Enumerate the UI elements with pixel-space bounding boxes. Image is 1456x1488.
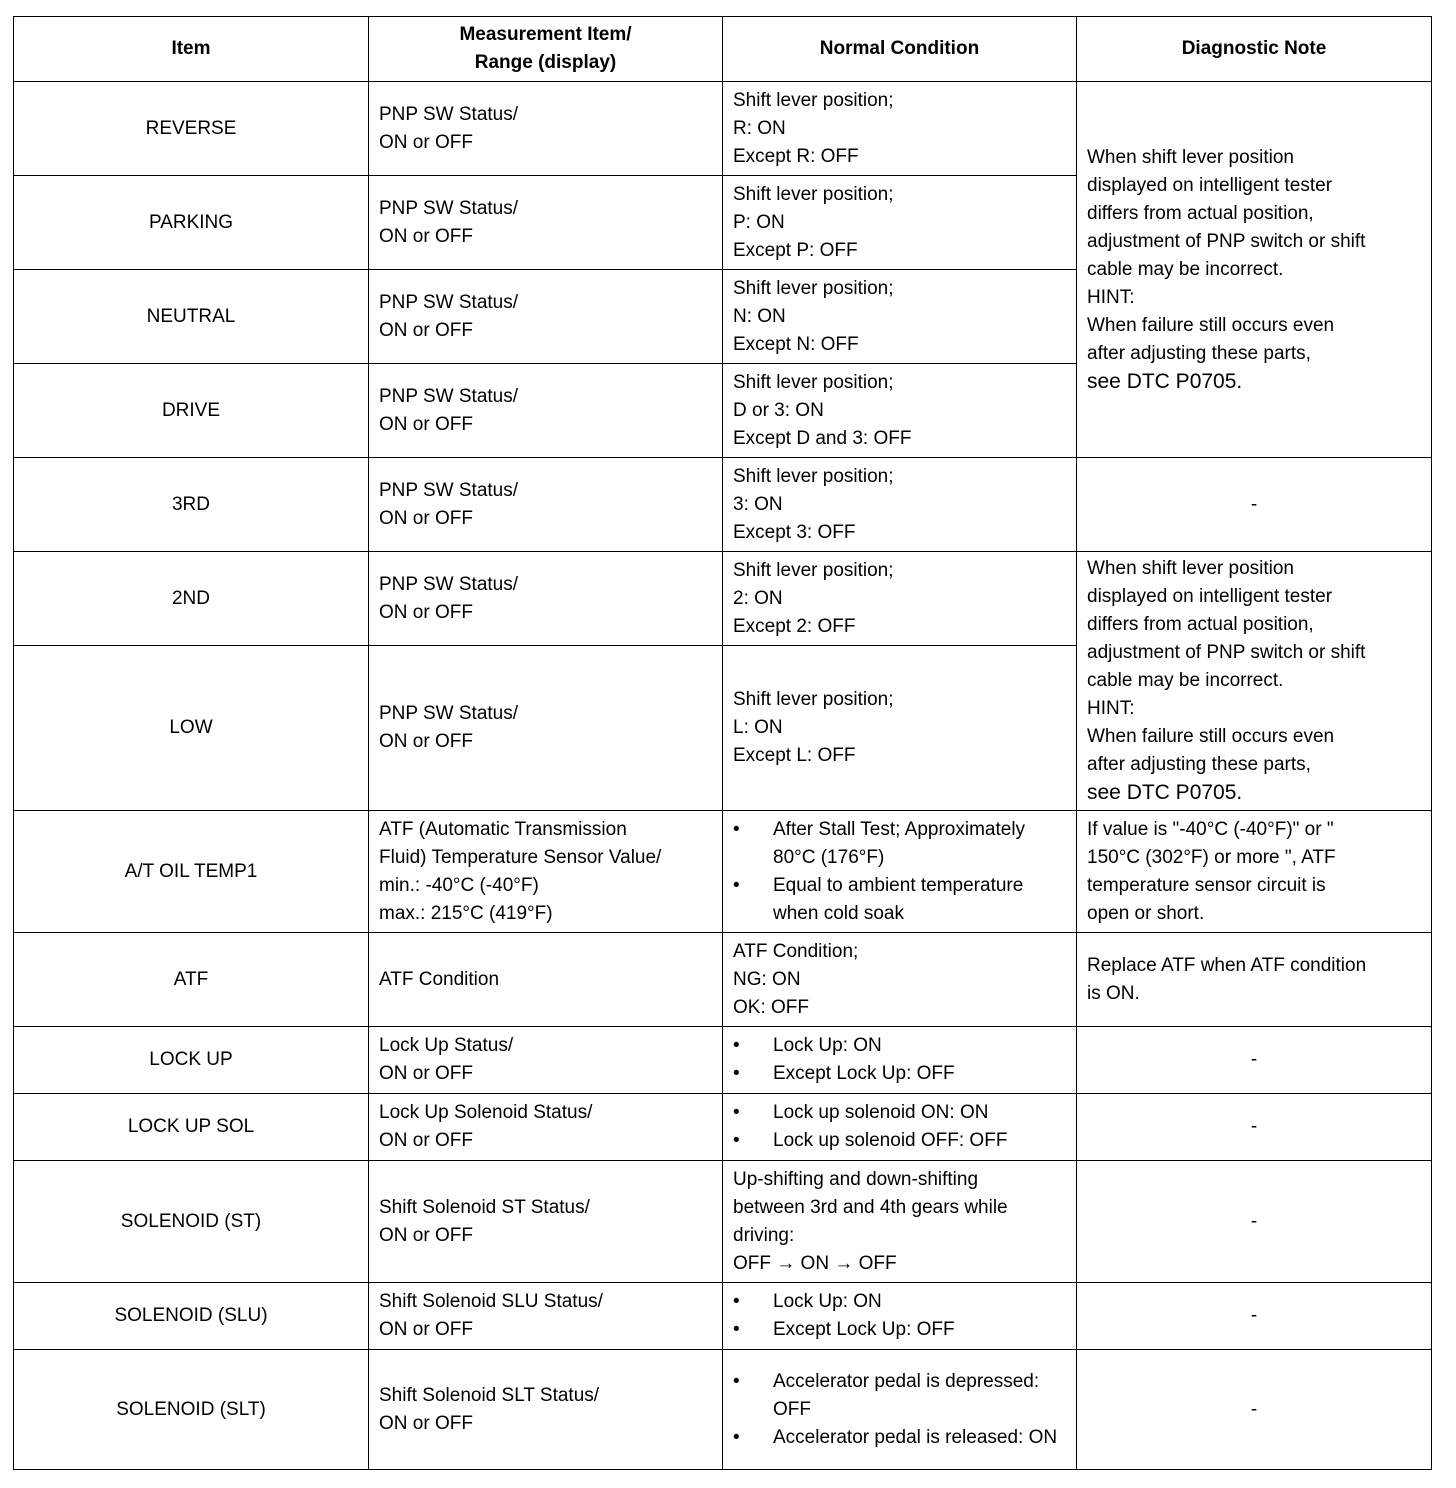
item-cell: PARKING [14,176,369,270]
normal-line: Shift lever position; [733,689,894,710]
diagnostic-note-cell: - [1077,1027,1432,1094]
measurement-line: ON or OFF [379,1130,473,1151]
diagnostic-note-cell: - [1077,1161,1432,1283]
normal-line: 3: ON [733,493,783,515]
item-cell: ATF [14,933,369,1027]
bullet-item [733,1288,1066,1316]
note-line: cable may be incorrect. [1087,258,1284,280]
diagnostic-note-cell: - [1077,458,1432,552]
normal-line: Shift lever position; [733,183,894,205]
note-line: HINT: [1087,698,1135,719]
bullet-item [733,872,1066,928]
normal-line: D or 3: ON [733,399,824,421]
bullet-text: Except Lock Up: OFF [773,1063,955,1084]
normal-line: Shift lever position; [733,89,894,111]
note-line: displayed on intelligent tester [1087,174,1333,196]
measurement-cell [369,1161,723,1283]
measurement-line: ON or OFF [379,319,473,341]
item-cell: REVERSE [14,82,369,176]
item-cell: 3RD [14,458,369,552]
normal-line: Except D and 3: OFF [733,427,912,449]
note-line: When failure still occurs even [1087,314,1335,336]
bullet-item [733,1368,1066,1424]
measurement-line: ON or OFF [379,601,473,623]
header-measurement [369,17,723,82]
diagnostic-note-cell [1077,933,1432,1027]
note-line: Replace ATF when ATF condition [1087,954,1367,976]
measurement-line: Shift Solenoid ST Status/ [379,1196,590,1218]
bullet-icon: • [733,874,740,896]
diagnostic-note-cell: - [1077,1350,1432,1470]
note-line: after adjusting these parts, [1087,342,1311,364]
note-line: differs from actual position, [1087,614,1314,635]
measurement-cell [369,176,723,270]
item-cell: 2ND [14,552,369,646]
bullet-text: Equal to ambient temperature when cold soak [773,874,1024,924]
normal-line: driving: [733,1224,795,1246]
note-line: adjustment of PNP switch or shift [1087,642,1366,663]
bullet-text: Lock up solenoid OFF: OFF [773,1130,1008,1151]
bullet-icon: • [733,1291,740,1312]
normal-condition-cell [723,1283,1077,1350]
note-line: If value is "-40°C (-40°F)" or " [1087,818,1334,840]
bullet-text: Lock up solenoid ON: ON [773,1102,989,1123]
measurement-line: ON or OFF [379,131,473,153]
normal-line: Shift lever position; [733,371,894,393]
item-cell: A/T OIL TEMP1 [14,811,369,933]
item-cell: SOLENOID (SLT) [14,1350,369,1470]
measurement-line: PNP SW Status/ [379,479,519,501]
normal-line: Except P: OFF [733,239,858,261]
normal-line: ATF Condition; [733,940,859,962]
table-row [14,811,1432,933]
item-cell: LOCK UP SOL [14,1094,369,1161]
bullet-text: Accelerator pedal is depressed: OFF [773,1370,1040,1420]
bullet-text: After Stall Test; Approximately 80°C (176°F) [773,818,1026,868]
table-row [14,1350,1432,1470]
normal-line: 2: ON [733,587,783,609]
normal-bullet-list [733,1099,1066,1155]
note-line: open or short. [1087,902,1205,924]
bullet-icon: • [733,818,740,840]
item-cell: NEUTRAL [14,270,369,364]
normal-line: OFF → ON → OFF [733,1252,897,1274]
bullet-icon: • [733,1035,740,1056]
normal-line: Shift lever position; [733,465,894,487]
measurement-line: PNP SW Status/ [379,197,519,219]
normal-condition-cell [723,364,1077,458]
measurement-line: ON or OFF [379,507,473,529]
measurement-line: ON or OFF [379,225,473,247]
note-line: 150°C (302°F) or more ", ATF [1087,846,1336,868]
normal-condition-cell [723,176,1077,270]
normal-condition-cell [723,82,1077,176]
normal-bullet-list [733,1288,1066,1344]
note-line: displayed on intelligent tester [1087,586,1333,607]
table-row [14,933,1432,1027]
note-line: temperature sensor circuit is [1087,874,1326,896]
diagnostic-note-cell: - [1077,1094,1432,1161]
table-row [14,82,1432,176]
table-row [14,458,1432,552]
bullet-icon: • [733,1319,740,1340]
bullet-text: Lock Up: ON [773,1035,882,1056]
measurement-line: max.: 215°C (419°F) [379,902,553,924]
normal-line: Except 2: OFF [733,615,856,637]
table-row [14,1283,1432,1350]
normal-bullet-list [733,816,1066,928]
normal-line: Shift lever position; [733,277,894,299]
note-line: is ON. [1087,982,1140,1004]
measurement-cell [369,364,723,458]
note-line: When failure still occurs even [1087,726,1335,747]
normal-condition-cell [723,933,1077,1027]
measurement-line: ON or OFF [379,413,473,435]
header-measurement-line: Range (display) [474,52,617,73]
diagnostic-note-cell-pnp-b [1077,552,1432,811]
measurement-line: Lock Up Solenoid Status/ [379,1102,593,1123]
measurement-cell [369,82,723,176]
measurement-line: Lock Up Status/ [379,1035,514,1056]
diagnostic-data-table [13,16,1432,1470]
normal-line: Except N: OFF [733,333,859,355]
note-line: When shift lever position [1087,558,1294,579]
item-cell: SOLENOID (ST) [14,1161,369,1283]
bullet-item [733,1099,1066,1127]
table-row [14,1161,1432,1283]
normal-line: between 3rd and 4th gears while [733,1196,1008,1218]
table-row [14,1094,1432,1161]
measurement-line: PNP SW Status/ [379,103,519,125]
measurement-line: min.: -40°C (-40°F) [379,874,539,896]
bullet-icon: • [733,1130,740,1151]
normal-line: NG: ON [733,968,801,990]
normal-condition-cell [723,270,1077,364]
note-see-dtc: see DTC P0705. [1087,369,1243,393]
normal-condition-cell [723,1161,1077,1283]
bullet-icon: • [733,1102,740,1123]
note-line: When shift lever position [1087,146,1294,168]
measurement-line: ON or OFF [379,731,473,752]
bullet-icon: • [733,1370,740,1392]
measurement-line: ON or OFF [379,1412,473,1434]
measurement-cell [369,552,723,646]
table-row [14,1027,1432,1094]
normal-line: Shift lever position; [733,559,894,581]
table-row [14,552,1432,646]
measurement-line: Shift Solenoid SLU Status/ [379,1291,603,1312]
normal-line: Except 3: OFF [733,521,856,543]
bullet-item [733,816,1066,872]
normal-line: Except L: OFF [733,745,856,766]
item-cell: DRIVE [14,364,369,458]
normal-condition-cell [723,1027,1077,1094]
measurement-cell [369,646,723,811]
bullet-item [733,1127,1066,1155]
note-line: cable may be incorrect. [1087,670,1284,691]
measurement-line: ATF (Automatic Transmission [379,818,627,840]
normal-condition-cell [723,1350,1077,1470]
measurement-line: PNP SW Status/ [379,703,519,724]
diagnostic-note-cell: - [1077,1283,1432,1350]
bullet-icon: • [733,1426,740,1448]
normal-bullet-list [733,1032,1066,1088]
note-line: differs from actual position, [1087,202,1314,224]
bullet-item [733,1316,1066,1344]
measurement-line: ON or OFF [379,1224,473,1246]
normal-line: Up-shifting and down-shifting [733,1168,979,1190]
note-line: adjustment of PNP switch or shift [1087,230,1366,252]
measurement-cell [369,1283,723,1350]
bullet-icon: • [733,1063,740,1084]
measurement-line: ATF Condition [379,968,500,990]
measurement-line: Fluid) Temperature Sensor Value/ [379,846,662,868]
bullet-item [733,1424,1066,1452]
bullet-text: Accelerator pedal is released: ON [773,1426,1058,1448]
measurement-cell [369,1027,723,1094]
measurement-line: ON or OFF [379,1319,473,1340]
normal-condition-cell [723,811,1077,933]
measurement-cell [369,1094,723,1161]
bullet-text: Lock Up: ON [773,1291,882,1312]
normal-bullet-list [733,1368,1066,1452]
bullet-item [733,1060,1066,1088]
bullet-item [733,1032,1066,1060]
normal-condition-cell [723,552,1077,646]
note-line: HINT: [1087,286,1135,308]
normal-line: OK: OFF [733,996,809,1018]
note-line: after adjusting these parts, [1087,754,1311,775]
normal-condition-cell [723,1094,1077,1161]
header-item: Item [14,17,369,82]
item-cell: LOCK UP [14,1027,369,1094]
normal-condition-cell [723,458,1077,552]
bullet-text: Except Lock Up: OFF [773,1319,955,1340]
table-header [14,17,1432,82]
measurement-line: Shift Solenoid SLT Status/ [379,1384,600,1406]
measurement-line: PNP SW Status/ [379,573,519,595]
normal-line: L: ON [733,717,783,738]
header-measurement-line: Measurement Item/ [459,24,632,45]
normal-condition-cell [723,646,1077,811]
header-diagnostic-note: Diagnostic Note [1077,17,1432,82]
item-cell: LOW [14,646,369,811]
normal-line: N: ON [733,305,786,327]
note-see-dtc: see DTC P0705. [1087,781,1243,804]
diagnostic-note-cell-pnp-a [1077,82,1432,458]
normal-line: R: ON [733,117,786,139]
measurement-cell [369,458,723,552]
measurement-cell [369,270,723,364]
measurement-line: ON or OFF [379,1063,473,1084]
normal-line: Except R: OFF [733,145,859,167]
measurement-line: PNP SW Status/ [379,291,519,313]
measurement-cell [369,1350,723,1470]
measurement-cell [369,811,723,933]
normal-line: P: ON [733,211,785,233]
measurement-cell [369,933,723,1027]
measurement-line: PNP SW Status/ [379,385,519,407]
header-normal-condition: Normal Condition [723,17,1077,82]
item-cell: SOLENOID (SLU) [14,1283,369,1350]
diagnostic-note-cell [1077,811,1432,933]
